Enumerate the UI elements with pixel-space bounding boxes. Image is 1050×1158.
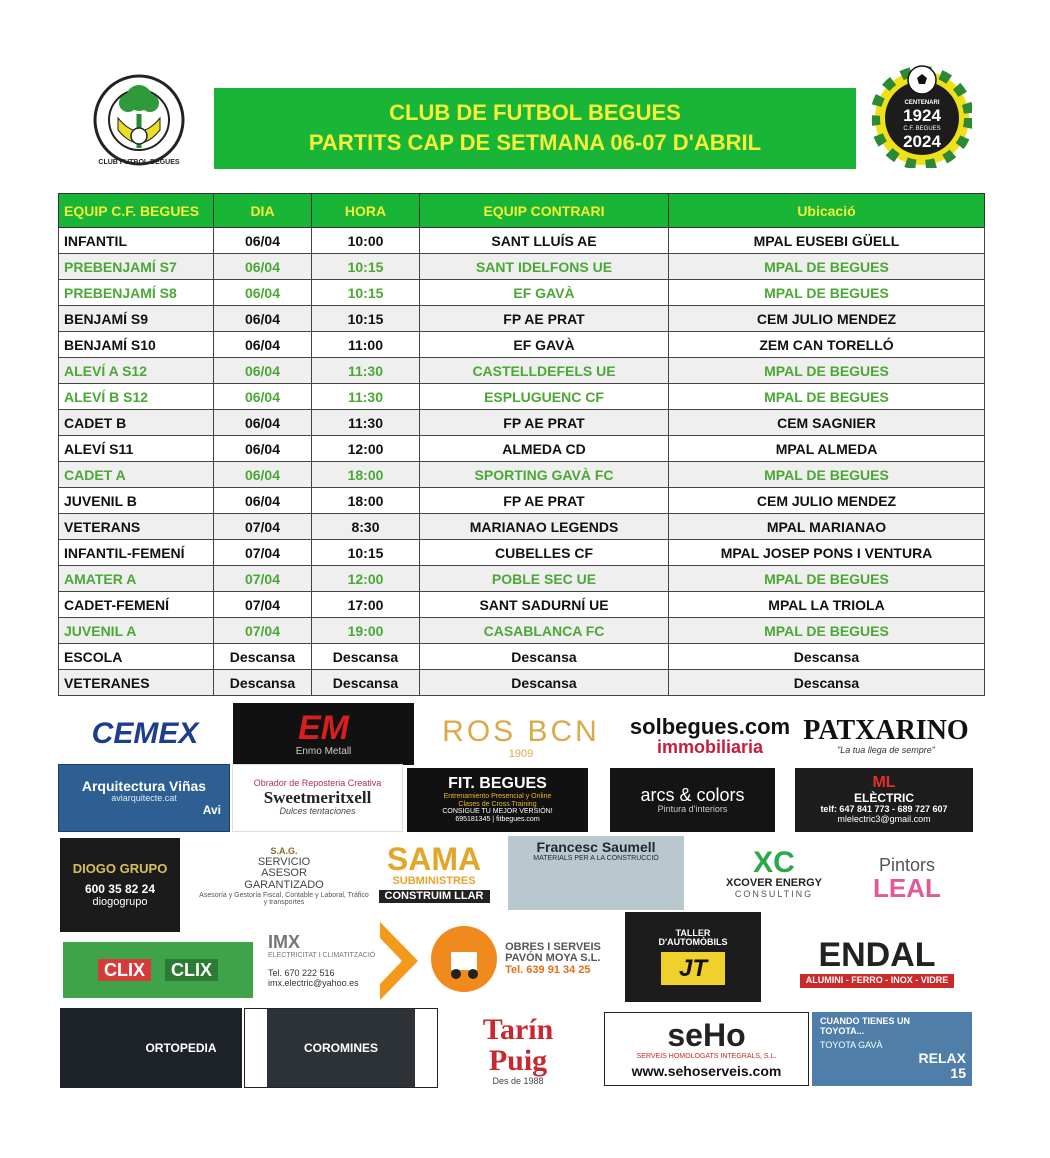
cell-venue: CEM JULIO MENDEZ [669, 306, 985, 332]
year-end: 2024 [903, 132, 941, 151]
table-row [59, 384, 985, 410]
cell-day: 07/04 [214, 566, 312, 592]
sponsor-coromines-frame [244, 1008, 438, 1088]
cell-opponent: ALMEDA CD [420, 436, 669, 462]
cell-opponent: POBLE SEC UE [420, 566, 669, 592]
sponsor-ml-electric: ML ELÈCTRIC telf: 647 841 773 - 689 727 607 mlelectric3@gmail.com [795, 768, 973, 832]
cell-day: 06/04 [214, 332, 312, 358]
year-start: 1924 [903, 106, 941, 125]
table-row [59, 566, 985, 592]
header-opponent: EQUIP CONTRARI [420, 194, 669, 228]
cell-day: 07/04 [214, 618, 312, 644]
sponsor-solbegues: solbegues.com immobiliaria [629, 714, 791, 758]
cell-venue: MPAL EUSEBI GÜELL [669, 228, 985, 254]
cell-team: ESCOLA [59, 644, 214, 670]
cell-opponent: FP AE PRAT [420, 410, 669, 436]
header-day: DIA [214, 194, 312, 228]
sponsor-fit-begues: FIT. BEGUES Entrenamiento Presencial y Online Clases de Cross Training CONSIGUE TU MEJOR VERSIÓN! 695181345 | fitbegues.com [407, 768, 588, 832]
cell-time: 11:00 [312, 332, 420, 358]
cell-day: 06/04 [214, 384, 312, 410]
cell-venue: MPAL DE BEGUES [669, 358, 985, 384]
cell-day: 06/04 [214, 306, 312, 332]
cell-day: 06/04 [214, 254, 312, 280]
cell-team: ALEVÍ A S12 [59, 358, 214, 384]
cell-venue: MPAL DE BEGUES [669, 462, 985, 488]
table-row [59, 410, 985, 436]
table-row [59, 670, 985, 696]
cell-opponent: ESPLUGUENC CF [420, 384, 669, 410]
cell-day: 06/04 [214, 410, 312, 436]
cell-team: VETERANS [59, 514, 214, 540]
cell-time: 18:00 [312, 462, 420, 488]
cell-opponent: Descansa [420, 670, 669, 696]
header-time: HORA [312, 194, 420, 228]
cell-team: INFANTIL-FEMENÍ [59, 540, 214, 566]
cell-time: 10:15 [312, 254, 420, 280]
table-row [59, 618, 985, 644]
cell-team: AMATER A [59, 566, 214, 592]
cell-team: INFANTIL [59, 228, 214, 254]
sponsor-pintors-leal: Pintors LEAL [873, 854, 941, 903]
cell-opponent: SANT IDELFONS UE [420, 254, 669, 280]
cell-opponent: Descansa [420, 644, 669, 670]
cell-day: 06/04 [214, 436, 312, 462]
match-schedule-table [58, 193, 985, 696]
cell-opponent: FP AE PRAT [420, 488, 669, 514]
cell-time: 10:15 [312, 540, 420, 566]
table-row [59, 228, 985, 254]
centenary-club: C.F. BEGUES [903, 126, 941, 132]
cell-time: 10:00 [312, 228, 420, 254]
sponsor-coromines: COROMINES [267, 1009, 415, 1087]
centenary-logo [872, 64, 972, 168]
cell-time: 10:15 [312, 280, 420, 306]
cell-team: JUVENIL B [59, 488, 214, 514]
cell-day: 06/04 [214, 280, 312, 306]
sponsor-endal: ENDAL ALUMINI - FERRO - INOX - VIDRE [780, 920, 974, 1006]
schedule-body [59, 228, 985, 696]
sponsor-sag: S.A.G. SERVICIO ASESOR GARANTIZADO Asesoría y Gestoría Fiscal, Contable y Laboral, Tráfico y transportes [199, 846, 369, 907]
sponsor-patxarino: PATXARINO "La tua llega de sempre" [803, 715, 969, 755]
cell-day: 06/04 [214, 462, 312, 488]
cell-time: 12:00 [312, 566, 420, 592]
cell-opponent: MARIANAO LEGENDS [420, 514, 669, 540]
table-header-row [59, 194, 985, 228]
cell-opponent: EF GAVÀ [420, 280, 669, 306]
sponsor-ros-bcn: ROS BCN 1909 [442, 715, 600, 760]
table-row [59, 280, 985, 306]
cell-team: CADET B [59, 410, 214, 436]
sponsor-cemex: CEMEX [91, 717, 199, 751]
cell-time: 19:00 [312, 618, 420, 644]
cell-team: CADET-FEMENÍ [59, 592, 214, 618]
cell-team: PREBENJAMÍ S7 [59, 254, 214, 280]
cell-day: Descansa [214, 644, 312, 670]
table-row [59, 436, 985, 462]
cell-time: 12:00 [312, 436, 420, 462]
cell-time: 8:30 [312, 514, 420, 540]
sponsor-imx: IMX ELECTRICITAT I CLIMATITZACIÓ Tel. 670 222 516 imx.electric@yahoo.es [268, 931, 376, 989]
sponsor-pavon-moya: OBRES I SERVEIS PAVÓN MOYA S.L. Tel. 639 91 34 25 [422, 918, 608, 1000]
cell-venue: Descansa [669, 644, 985, 670]
cell-venue: MPAL DE BEGUES [669, 280, 985, 306]
weekend-subtitle: PARTITS CAP DE SETMANA 06-07 D'ABRIL [308, 130, 762, 155]
table-row [59, 306, 985, 332]
sponsor-taller-jt: TALLER D'AUTOMÒBILS JT [625, 912, 761, 1002]
cell-time: 10:15 [312, 306, 420, 332]
table-row [59, 514, 985, 540]
cell-opponent: SANT SADURNÍ UE [420, 592, 669, 618]
excavator-icon [429, 924, 499, 994]
cell-venue: ZEM CAN TORELLÓ [669, 332, 985, 358]
table-row [59, 540, 985, 566]
cell-day: 07/04 [214, 514, 312, 540]
table-row [59, 332, 985, 358]
cell-day: Descansa [214, 670, 312, 696]
table-row [59, 462, 985, 488]
cell-venue: MPAL LA TRIOLA [669, 592, 985, 618]
cell-venue: MPAL DE BEGUES [669, 618, 985, 644]
club-crest-logo [92, 70, 186, 168]
club-title: CLUB DE FUTBOL BEGUES [389, 100, 681, 125]
cell-opponent: SANT LLUÍS AE [420, 228, 669, 254]
cell-venue: MPAL ALMEDA [669, 436, 985, 462]
cell-time: Descansa [312, 644, 420, 670]
cell-venue: Descansa [669, 670, 985, 696]
sponsor-enmo-metall: EM Enmo Metall [233, 703, 414, 765]
header-team: EQUIP C.F. BEGUES [59, 194, 214, 228]
cell-day: 06/04 [214, 358, 312, 384]
cell-time: 18:00 [312, 488, 420, 514]
sponsor-tarin-puig: Tarín Puig Des de 1988 [482, 1012, 554, 1086]
crest-text: CLUB FUTBOL BEGUES [98, 159, 180, 166]
cell-day: 07/04 [214, 592, 312, 618]
sponsor-seho: seHo SERVEIS HOMOLOGATS INTEGRALS, S.L. www.sehoserveis.com [604, 1012, 809, 1086]
cell-time: 11:30 [312, 384, 420, 410]
cell-team: CADET A [59, 462, 214, 488]
cell-team: JUVENIL A [59, 618, 214, 644]
sponsor-sama: SAMA SUBMINISTRES CONSTRUIM LLAR [370, 836, 498, 910]
sponsor-clix: CLIX CLIX [63, 942, 253, 998]
table-row [59, 358, 985, 384]
cell-opponent: CASTELLDEFELS UE [420, 358, 669, 384]
cell-team: ALEVÍ S11 [59, 436, 214, 462]
cell-time: 11:30 [312, 410, 420, 436]
sponsor-arcs-colors: arcs & colors Pintura d'interiors [610, 768, 775, 832]
cell-team: ALEVÍ B S12 [59, 384, 214, 410]
cell-opponent: CUBELLES CF [420, 540, 669, 566]
cell-day: 06/04 [214, 228, 312, 254]
sponsor-toyota-gava: CUANDO TIENES UN TOYOTA... TOYOTA GAVÀ RELAX 15 [812, 1012, 972, 1086]
table-row [59, 592, 985, 618]
cell-team: PREBENJAMÍ S8 [59, 280, 214, 306]
cell-venue: MPAL DE BEGUES [669, 566, 985, 592]
cell-time: Descansa [312, 670, 420, 696]
sponsor-ortopedia: ORTOPEDIA [60, 1008, 242, 1088]
cell-time: 17:00 [312, 592, 420, 618]
title-banner [214, 88, 856, 169]
cell-opponent: FP AE PRAT [420, 306, 669, 332]
cell-team: BENJAMÍ S10 [59, 332, 214, 358]
sponsor-xcover: XC XCOVER ENERGY CONSULTING [726, 845, 822, 899]
cell-team: VETERANES [59, 670, 214, 696]
cell-venue: CEM JULIO MENDEZ [669, 488, 985, 514]
sponsor-sweetmeritxell: Obrador de Reposteria Creativa Sweetmeritxell Dulces tentaciones [232, 764, 403, 832]
cell-team: BENJAMÍ S9 [59, 306, 214, 332]
cell-venue: MPAL MARIANAO [669, 514, 985, 540]
cell-time: 11:30 [312, 358, 420, 384]
sponsor-arquitectura-vinas: Arquitectura Viñas aviarquitecte.cat Avi [58, 764, 230, 832]
cell-day: 07/04 [214, 540, 312, 566]
cell-opponent: CASABLANCA FC [420, 618, 669, 644]
table-row [59, 254, 985, 280]
cell-venue: MPAL JOSEP PONS I VENTURA [669, 540, 985, 566]
sponsor-diogo-grupo: DIOGO GRUPO 600 35 82 24 diogogrupo [60, 838, 180, 932]
sponsor-francesc-saumell: Francesc Saumell MATERIALS PER A LA CONSTRUCCIÓ [508, 836, 684, 910]
table-row [59, 644, 985, 670]
header-venue: Ubicació [669, 194, 985, 228]
centenary-label: CENTENARI [904, 100, 940, 106]
cell-venue: MPAL DE BEGUES [669, 384, 985, 410]
cell-opponent: SPORTING GAVÀ FC [420, 462, 669, 488]
cell-venue: CEM SAGNIER [669, 410, 985, 436]
table-row [59, 488, 985, 514]
cell-opponent: EF GAVÀ [420, 332, 669, 358]
cell-venue: MPAL DE BEGUES [669, 254, 985, 280]
cell-day: 06/04 [214, 488, 312, 514]
